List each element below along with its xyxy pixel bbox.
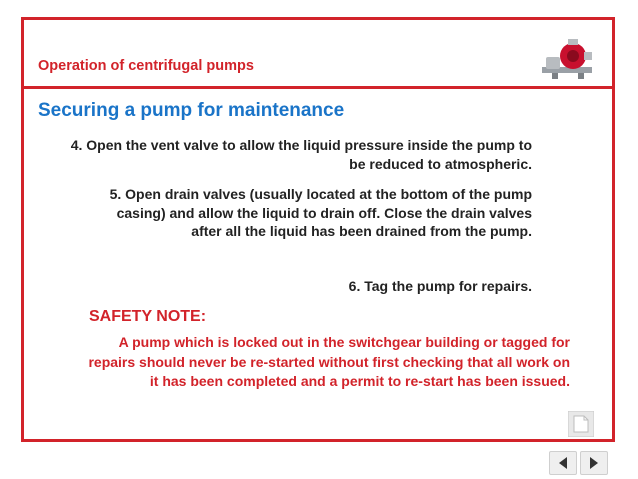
slide-header [24,20,612,89]
page-curl-icon [568,411,594,437]
slide-heading: Securing a pump for maintenance [38,100,345,121]
slide-frame [21,17,615,442]
centrifugal-pump-icon [540,37,594,81]
next-slide-button[interactable] [580,451,608,475]
step-6-text: 6. Tag the pump for repairs. [348,278,532,294]
slide-navigation [549,451,608,475]
header-title: Operation of centrifugal pumps [38,58,254,74]
step-4-text: 4. Open the vent valve to allow the liquid pressure inside the pump to be reduced to atmospheric. [70,137,532,172]
triangle-left-icon [556,456,570,470]
triangle-right-icon [587,456,601,470]
previous-slide-button[interactable] [549,451,577,475]
header-divider [24,86,612,89]
safety-note-title: SAFETY NOTE: [89,308,207,325]
step-5-text: 5. Open drain valves (usually located at the bottom of the pump casing) and allow the liquid to drain off. Close the drain valves after all the liquid has been drained from the pump. [109,186,532,239]
safety-note-text: A pump which is locked out in the switchgear building or tagged for repairs should never be re-started without first checking that all work on it has been completed and a permit to re-start has been issued. [88,334,570,389]
